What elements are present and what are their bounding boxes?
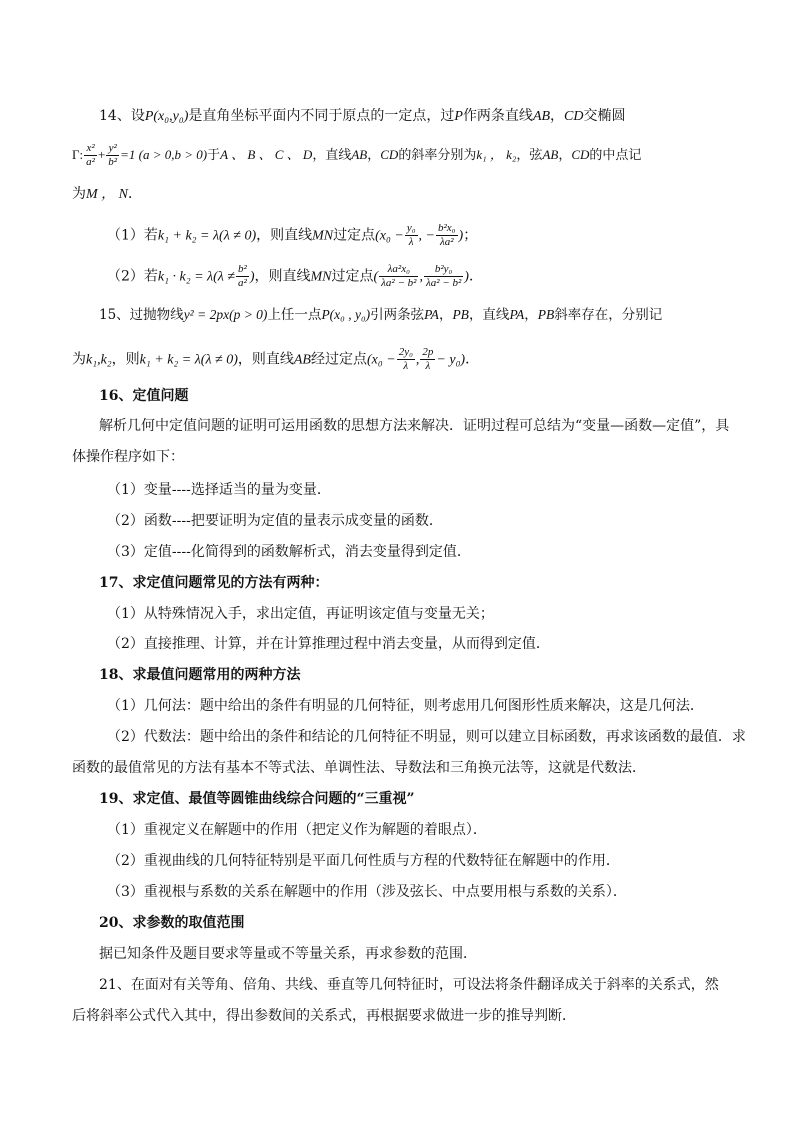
text: 为 (72, 186, 86, 202)
fraction (420, 346, 435, 373)
math: AB (293, 352, 311, 368)
text: 于 (207, 148, 221, 163)
text: 斜率存在，分别记 (554, 307, 663, 323)
item-19-step-1: （1）重视定义在解题中的作用（把定义作为解题的着眼点）． (107, 822, 487, 838)
text: ， (524, 307, 538, 323)
text: ，则直线 (256, 227, 313, 244)
math: − y₀) (436, 352, 466, 368)
math: y² = 2px(p > 0) (183, 307, 268, 322)
fraction (424, 263, 463, 290)
item-20-title: 20、求参数的取值范围 (99, 915, 245, 931)
text: ， (558, 148, 572, 163)
item-17-step-2: （2）直接推理、计算，并在计算推理过程中消去变量，从而得到定值． (107, 636, 550, 652)
frac-den: λa² − b² (381, 277, 417, 289)
item-14-sub-1 (107, 222, 477, 249)
fraction (106, 142, 119, 169)
item-14-line-2 (72, 142, 641, 169)
math: ) (249, 269, 255, 285)
math: PA (424, 307, 439, 322)
math: k₁ + k₂ = λ(λ ≠ 0) (157, 228, 257, 244)
item-18-step-2a: （2）代数法：题中给出的条件和结论的几何特征不明显，则可以建立目标函数，再求该函数的最值．求 (107, 729, 746, 745)
frac-den: a² (238, 277, 247, 289)
math: PB (537, 307, 555, 322)
text: ，直线 (468, 307, 510, 323)
text: 过定点 (333, 227, 376, 244)
text: 过定点 (331, 268, 374, 285)
math: k₁ · k₂ = λ(λ ≠ (157, 269, 236, 285)
item-19-step-2: （2）重视曲线的几何特征特别是平面几何性质与方程的代数特征在解题中的作用． (107, 853, 620, 869)
text: ，直线 (312, 148, 352, 163)
text: ． (468, 268, 483, 285)
math: PB (452, 307, 469, 322)
item-15-line-1 (99, 305, 662, 325)
math: M ， N (86, 187, 128, 202)
item-16-step-1: （1）变量----选择适当的量为变量． (107, 482, 331, 498)
item-16-step-2: （2）函数----把要证明为定值的量表示成变量的函数． (107, 513, 443, 529)
frac-num: b²y₀ (424, 263, 463, 277)
math: AB (542, 147, 559, 162)
frac-num: y² (106, 142, 119, 156)
item-19-step-3: （3）重视根与系数的关系在解题中的作用（涉及弦长、中点要用根与系数的关系）． (107, 884, 627, 900)
text: 14、设 (99, 108, 145, 124)
text: （1）若 (107, 227, 158, 244)
math: , (419, 269, 423, 285)
frac-num: 2y₀ (398, 346, 413, 358)
item-20-text: 据已知条件及题目要求等量或不等量关系，再求参数的范围． (99, 946, 477, 962)
frac-num: λa²x₀ (379, 263, 418, 277)
text: 引两条弦 (370, 307, 425, 323)
item-17-title: 17、求定值问题常见的方法有两种： (99, 575, 329, 591)
item-16-para-2: 体操作程序如下： (72, 449, 184, 465)
math: CD (564, 109, 584, 124)
item-16-title: 16、定值问题 (99, 388, 189, 404)
frac-den: λ (408, 236, 414, 248)
text: （2）若 (107, 268, 158, 285)
frac-num: 2p (422, 346, 434, 358)
text: 的斜率分别为 (398, 148, 477, 163)
math: k₁ ， k₂ (476, 147, 517, 162)
item-16-step-3: （3）定值----化简得到的函数解析式，消去变量得到定值． (107, 544, 471, 560)
item-18-title: 18、求最值问题常用的两种方法 (99, 667, 301, 683)
math: CD (571, 147, 590, 162)
text: ， (367, 148, 381, 163)
math: ) (464, 269, 469, 285)
math: MN (312, 228, 334, 244)
math: PA (509, 307, 525, 322)
fraction (379, 263, 418, 290)
text: 15、过抛物线 (99, 307, 184, 323)
math: , (415, 352, 420, 368)
item-14-sub-2 (107, 263, 483, 290)
math: + (97, 147, 106, 162)
text: ，则 (111, 351, 140, 368)
frac-den: λa² (439, 236, 454, 248)
math: A 、 B 、 C 、 D (220, 147, 313, 162)
item-18-step-2b: 函数的最值常见的方法有基本不等式法、单调性法、导数法和三角换元法等，这就是代数法． (72, 760, 646, 776)
item-19-title: 19、求定值、最值等圆锥曲线综合问题的“三重视” (99, 791, 415, 807)
fraction (236, 263, 249, 290)
math: ) (458, 228, 464, 244)
text: 的中点记 (589, 148, 642, 163)
frac-den: b² (108, 156, 118, 168)
frac-den: a² (86, 156, 95, 168)
fraction (84, 142, 97, 169)
math: ( (373, 269, 379, 285)
fraction (436, 222, 458, 249)
item-18-step-1: （1）几何法：题中给出的条件有明显的几何特征，则考虑用几何图形性质来解决，这是几何法． (107, 698, 704, 714)
frac-den: λa² − b² (425, 277, 462, 289)
item-21-line-2: 后将斜率公式代入其中，得出参数间的关系式，再根据要求做进一步的推导判断． (72, 1008, 576, 1024)
math: MN (310, 269, 332, 285)
item-16-para-1: 解析几何中定值问题的证明可运用函数的思想方法来解决．证明过程可总结为“变量—函数—定值”，具 (99, 418, 730, 434)
math: =1 (a > 0,b > 0) (120, 147, 208, 162)
item-14-line-1 (99, 106, 626, 127)
math: P (454, 109, 463, 124)
text: ， (438, 307, 453, 323)
math: , − (418, 228, 435, 244)
text: 作两条直线 (462, 108, 533, 124)
frac-den: λ (403, 360, 409, 372)
math: (x₀ − (375, 228, 404, 244)
item-14-line-3 (72, 184, 142, 205)
text: ，则直线 (254, 268, 311, 285)
item-17-step-1: （1）从特殊情况入手，求出定值，再证明该定值与变量无关； (107, 606, 494, 622)
text: ，则直线 (237, 351, 294, 368)
frac-num: y₀ (406, 222, 416, 234)
text: ； (463, 227, 478, 244)
item-21-line-1: 21、在面对有关等角、倍角、共线、垂直等几何特征时，可设法将条件翻译成关于斜率的关系式，然 (99, 977, 719, 993)
math: AB (532, 109, 551, 124)
math: AB (351, 147, 368, 162)
math: k₁,k₂ (86, 352, 112, 368)
text: 交椭圆 (583, 108, 626, 124)
text: 上任一点 (267, 307, 322, 323)
frac-num: b²x₀ (438, 222, 456, 234)
item-15-line-2 (72, 346, 479, 373)
fraction (397, 346, 415, 373)
text: 为 (72, 351, 86, 368)
text: ， (550, 108, 565, 124)
frac-num: x² (84, 142, 97, 156)
text: ． (128, 186, 142, 202)
math: (x₀ − (366, 352, 396, 368)
text: 经过定点 (310, 351, 367, 368)
fraction (405, 222, 418, 249)
text: 是直角坐标平面内不同于原点的一定点，过 (188, 108, 455, 124)
math: k₁ + k₂ = λ(λ ≠ 0) (139, 352, 238, 368)
math: P(x₀ , y₀) (321, 307, 371, 322)
text: ，弦 (516, 148, 543, 163)
math: CD (380, 147, 399, 162)
frac-den: λ (425, 360, 431, 372)
text: ． (465, 351, 480, 368)
frac-num: b² (238, 263, 247, 275)
math: Γ: (72, 147, 84, 162)
math: P(x₀,y₀) (144, 109, 189, 124)
